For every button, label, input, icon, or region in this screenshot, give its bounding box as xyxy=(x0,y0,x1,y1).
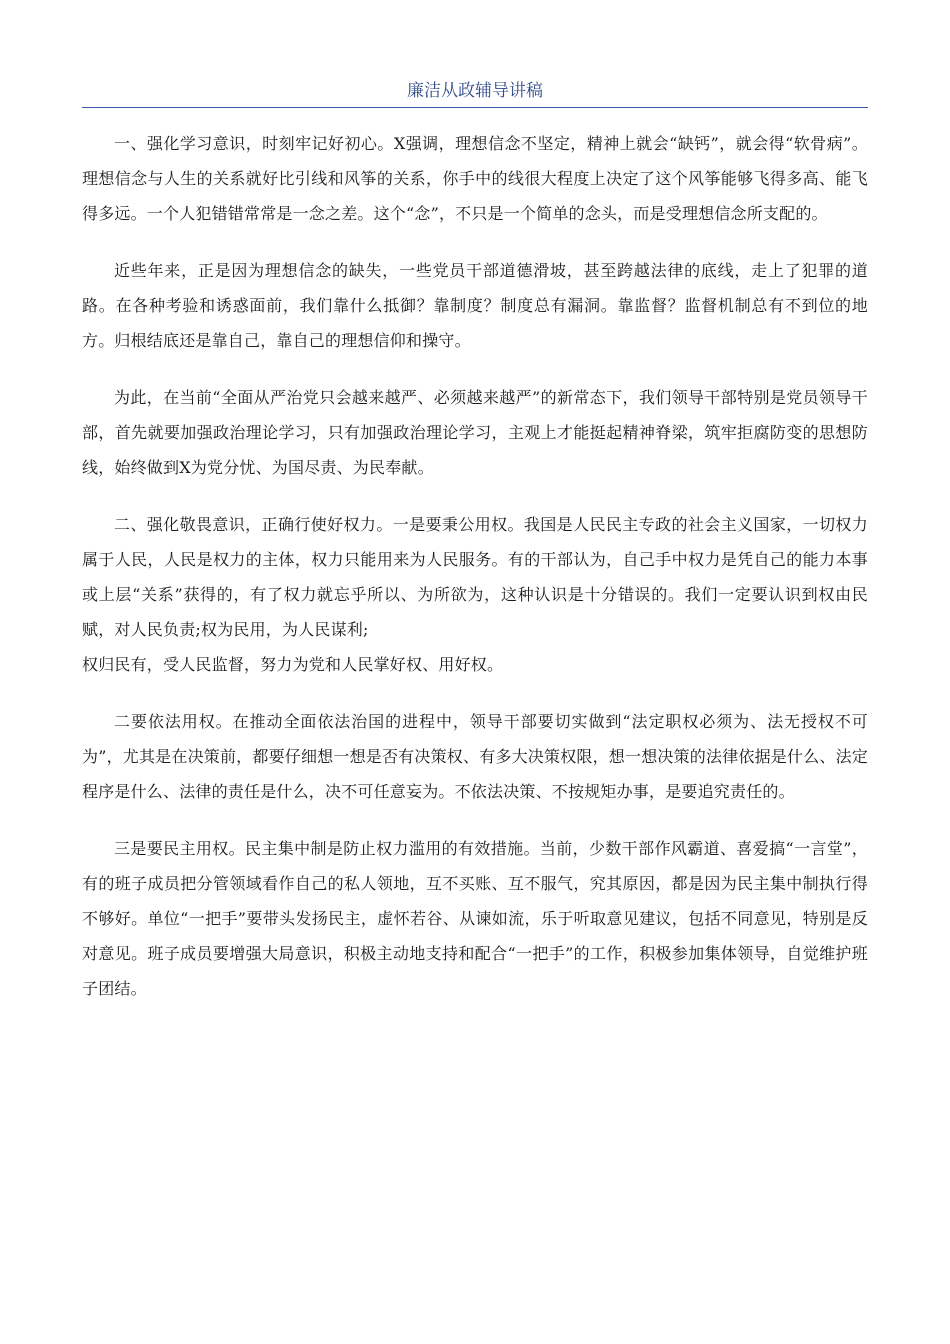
document-page xyxy=(82,80,868,1028)
paragraph-2: 近些年来，正是因为理想信念的缺失，一些党员干部道德滑坡，甚至跨越法律的底线，走上了犯罪的道路。在各种考验和诱惑面前，我们靠什么抵御？靠制度？制度总有漏洞。靠监督？监督机制总有不到位的地方。归根结底还是靠自己，靠自己的理想信仰和操守。 xyxy=(82,261,868,350)
paragraph-3: 为此，在当前“全面从严治党只会越来越严、必须越来越严”的新常态下，我们领导干部特别是党员领导干部，首先就要加强政治理论学习，只有加强政治理论学习，主观上才能挺起精神脊梁，筑牢拒腐防变的思想防线，始终做到X为党分忧、为国尽责、为民奉献。 xyxy=(82,388,868,477)
document-body xyxy=(82,126,868,1006)
paragraph-1: 一、强化学习意识，时刻牢记好初心。X强调，理想信念不坚定，精神上就会“缺钙”，就会得“软骨病”。理想信念与人生的关系就好比引线和风筝的关系，你手中的线很大程度上决定了这个风筝能够飞得多高、能飞得多远。一个人犯错错常常是一念之差。这个“念”，不只是一个简单的念头，而是受理想信念所支配的。 xyxy=(82,134,868,223)
paragraph-6: 三是要民主用权。民主集中制是防止权力滥用的有效措施。当前，少数干部作风霸道、喜爱搞“一言堂”，有的班子成员把分管领域看作自己的私人领地，互不买账、互不服气，究其原因，都是因为民主集中制执行得不够好。单位“一把手”要带头发扬民主，虚怀若谷、从谏如流，乐于听取意见建议，包括不同意见，特别是反对意见。班子成员要增强大局意识，积极主动地支持和配合“一把手”的工作，积极参加集体领导，自觉维护班子团结。 xyxy=(82,839,868,998)
paragraph-4-continuation: 权归民有，受人民监督，努力为党和人民掌好权、用好权。 xyxy=(82,655,504,674)
paragraph-5: 二要依法用权。在推动全面依法治国的进程中，领导干部要切实做到“法定职权必须为、法无授权不可为”，尤其是在决策前，都要仔细想一想是否有决策权、有多大决策权限，想一想决策的法律依据是什么、法定程序是什么、法律的责任是什么，决不可任意妄为。不依法决策、不按规矩办事，是要追究责任的。 xyxy=(82,712,868,801)
paragraph-4: 二、强化敬畏意识，正确行使好权力。一是要秉公用权。我国是人民民主专政的社会主义国家，一切权力属于人民，人民是权力的主体，权力只能用来为人民服务。有的干部认为，自己手中权力是凭自己的能力本事或上层“关系”获得的，有了权力就忘乎所以、为所欲为，这种认识是十分错误的。我们一定要认识到权由民赋，对人民负责;权为民用，为人民谋利; xyxy=(82,515,868,639)
page-header-title: 廉洁从政辅导讲稿 xyxy=(82,80,868,108)
